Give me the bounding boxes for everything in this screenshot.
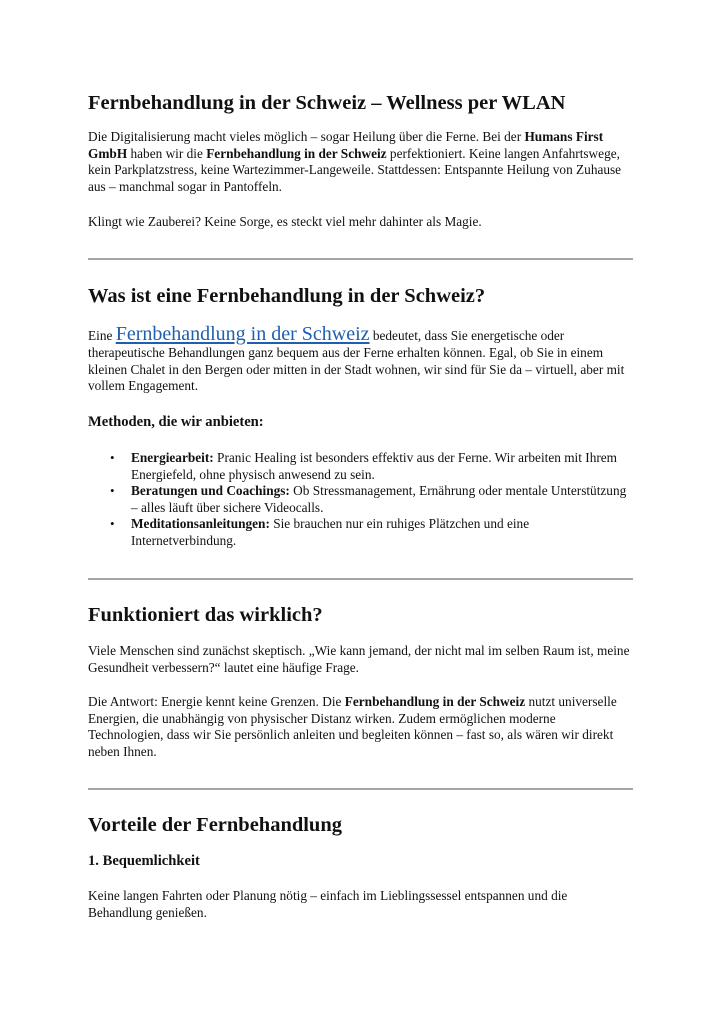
intro-paragraph [88,129,634,195]
intro-bold-term: Fernbehandlung in der Schweiz [206,145,387,161]
intro-text-3: perfektioniert. Keine langen Anfahrtswege, kein Parkplatzstress, keine Wartezimmer-Langeweile. Stattdessen: Entspannte Heilung von Zuhause aus – manchmal sogar in Pantoffeln. [88,145,622,194]
section1-text-prefix: Eine [88,328,116,343]
method-label: Meditationsanleitungen: [131,516,270,532]
method-text: Ob Stressmanagement, Ernährung oder mentale Unterstützung – alles läuft über sichere Videocalls. [131,483,627,515]
methods-list [88,450,634,550]
company-name: Humans First GmbH [88,129,604,161]
horizontal-divider [88,258,633,260]
intro-text-2: haben wir die [127,145,207,161]
section2-text-c: nutzt universelle Energien, die unabhängig von physischer Distanz wirken. Zudem ermöglichen moderne Technologien, dass wir Sie persönlich anleiten und begleiten können – fast so, als wären wir direkt neben Ihnen. [88,694,617,759]
section1-text-suffix: bedeutet, dass Sie energetische oder therapeutische Behandlungen ganz bequem aus der Ferne erhalten können. Egal, ob Sie in einem kleinen Chalet in den Bergen oder mitten in der Stadt wohnen, wir sind für Sie da – virtuell, aber mit vollem Engagement. [88,328,625,394]
page-title: Fernbehandlung in der Schweiz – Wellness per WLAN [88,92,566,114]
method-label: Beratungen und Coachings: [131,483,290,499]
list-item [88,516,634,549]
method-label: Energiearbeit: [131,450,214,465]
method-text: Pranic Healing ist besonders effektiv aus der Ferne. Wir arbeiten mit Ihrem Energiefeld, ohne physisch anwesend zu sein. [131,450,618,482]
list-item [88,483,634,516]
section3-paragraph-1: Keine langen Fahrten oder Planung nötig – einfach im Lieblingssessel entspannen und die Behandlung genießen. [88,888,568,920]
section-heading-benefits: Vorteile der Fernbehandlung [88,814,342,836]
horizontal-divider [88,578,633,580]
section2-paragraph-2 [88,694,634,760]
subheading-convenience: 1. Bequemlichkeit [88,853,200,869]
intro-text-1: Die Digitalisierung macht vieles möglich – sogar Heilung über die Ferne. Bei der [88,129,525,144]
section2-text-a: Die Antwort: Energie kennt keine Grenzen. Die [88,694,345,709]
methods-heading: Methoden, die wir anbieten: [88,414,264,430]
bullet-icon: • [110,450,115,465]
section-heading-does-it-work: Funktioniert das wirklich? [88,604,323,626]
horizontal-divider [88,788,633,790]
intro-paragraph-2: Klingt wie Zauberei? Keine Sorge, es steckt viel mehr dahinter als Magie. [88,214,482,229]
section-heading-what-is: Was ist eine Fernbehandlung in der Schweiz? [88,285,486,307]
section2-bold-term: Fernbehandlung in der Schweiz [344,694,526,709]
section2-paragraph-1: Viele Menschen sind zunächst skeptisch. „Wie kann jemand, der nicht mal im selben Raum ist, meine Gesundheit verbessern?“ lautet eine häufige Frage. [88,643,630,675]
fernbehandlung-link[interactable]: Fernbehandlung in der Schweiz [115,323,370,345]
method-text: Sie brauchen nur ein ruhiges Plätzchen und eine Internetverbindung. [131,516,530,548]
bullet-icon: • [110,483,115,499]
bullet-icon: • [110,516,115,532]
list-item [88,450,634,483]
section1-paragraph [88,323,634,395]
